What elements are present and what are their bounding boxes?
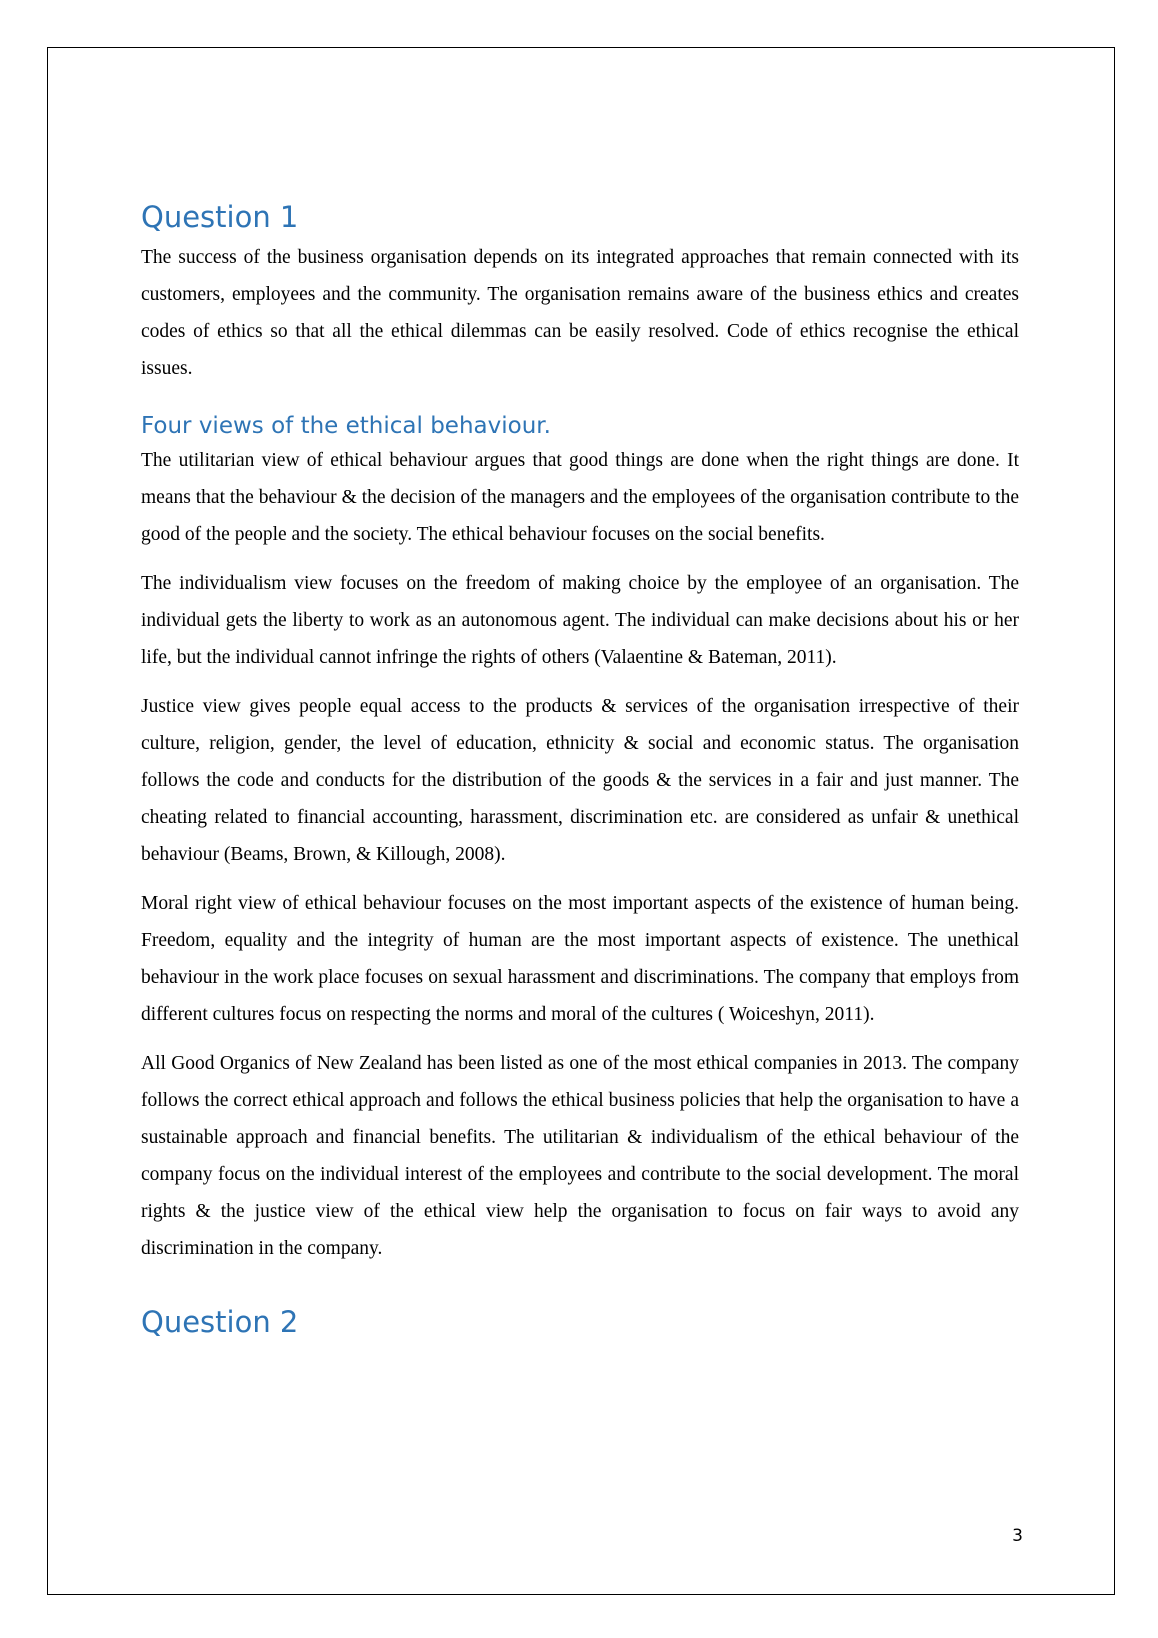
individualism-view-paragraph: The individualism view focuses on the freedom of making choice by the employee of an organisation. The individual gets the liberty to work as an autonomous agent. The individual can make decisions about his or her life, but the individual cannot infringe the rights of others (Valaentine & Bateman, 2011).: [141, 573, 1019, 669]
utilitarian-view-paragraph: The utilitarian view of ethical behaviour argues that good things are done when the right things are done. It means that the behaviour & the decision of the managers and the employees of the organisation contribute to the good of the people and the society. The ethical behaviour focuses on the social benefits.: [141, 450, 1019, 546]
page-number: 3: [1012, 1526, 1023, 1546]
four-views-subheading: Four views of the ethical behaviour.: [141, 412, 551, 439]
moral-right-view-paragraph: Moral right view of ethical behaviour focuses on the most important aspects of the existence of human being. Freedom, equality and the integrity of human are the most important aspects of existence. The unethical behaviour in the work place focuses on sexual harassment and discriminations. The company that employs from different cultures focus on respecting the norms and moral of the cultures ( Woiceshyn, 2011).: [141, 893, 1019, 1026]
intro-paragraph: The success of the business organisation depends on its integrated approaches that remain connected with its customers, employees and the community. The organisation remains aware of the business ethics and creates codes of ethics so that all the ethical dilemmas can be easily resolved. Code of ethics recognise the ethical issues.: [141, 246, 1019, 379]
question-1-heading: Question 1: [141, 200, 299, 234]
question-2-heading: Question 2: [141, 1305, 299, 1340]
document-body: [141, 200, 1019, 1344]
justice-view-paragraph: Justice view gives people equal access to the products & services of the organisation irrespective of their culture, religion, gender, the level of education, ethnicity & social and economic status. The organisation follows the code and conducts for the distribution of the goods & the services in a fair and just manner. The cheating related to financial accounting, harassment, discrimination etc. are considered as unfair & unethical behaviour (Beams, Brown, & Killough, 2008).: [141, 696, 1019, 866]
all-good-organics-paragraph: All Good Organics of New Zealand has been listed as one of the most ethical companies in 2013. The company follows the correct ethical approach and follows the ethical business policies that help the organisation to have a sustainable approach and financial benefits. The utilitarian & individualism of the ethical behaviour of the company focus on the individual interest of the employees and contribute to the social development. The moral rights & the justice view of the ethical view help the organisation to focus on fair ways to avoid any discrimination in the company.: [141, 1053, 1019, 1260]
